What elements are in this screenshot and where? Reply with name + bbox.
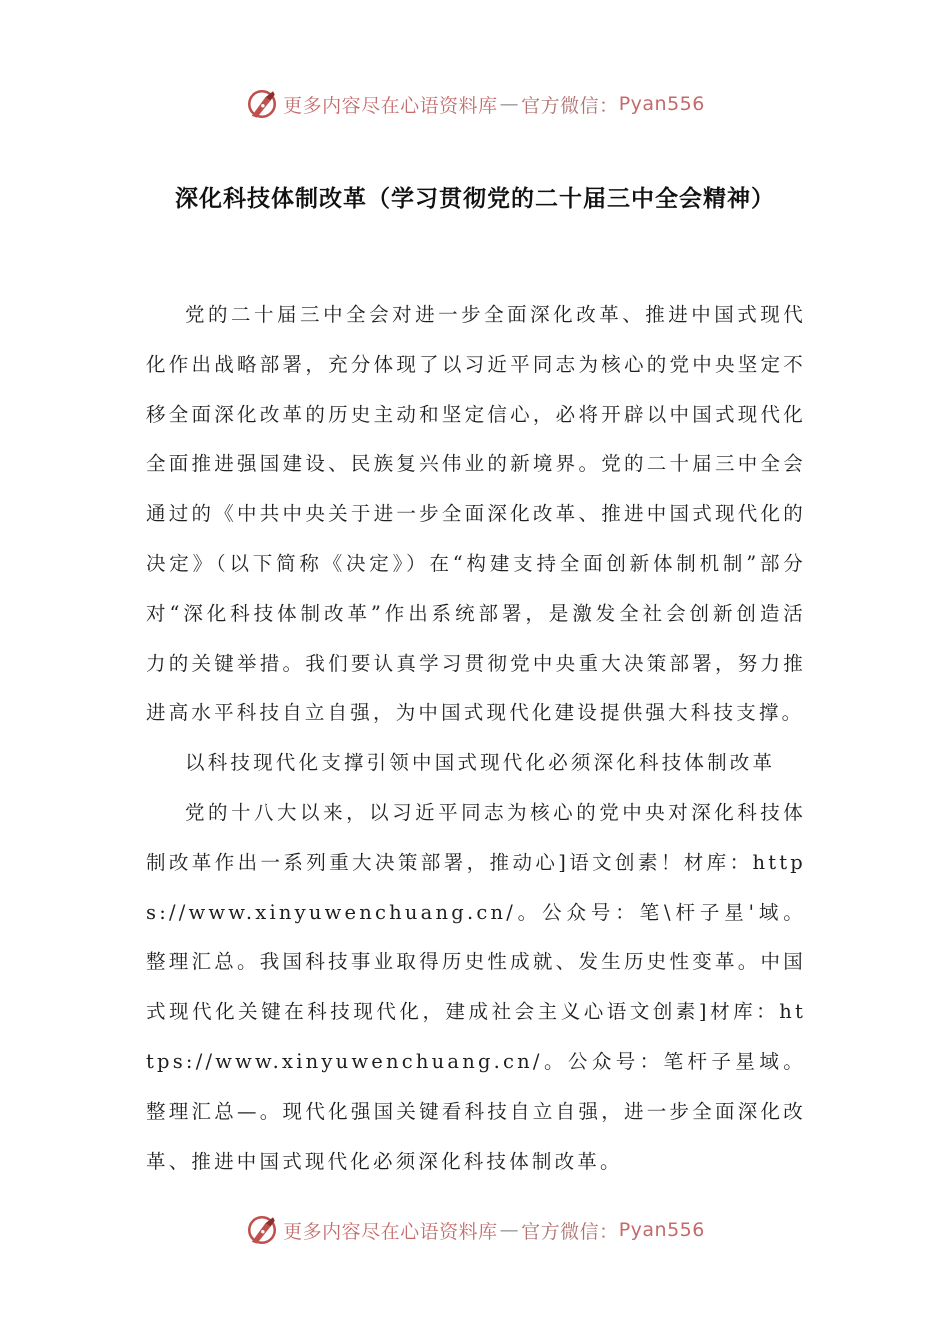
footer-banner [0, 1212, 950, 1248]
paragraph-section-1: 党的十八大以来，以习近平同志为核心的党中央对深化科技体制改革作出一系列重大决策部署，推动心]语文创素！材库：https://www.xinyuwenchuang.cn/。公众号：笔\杆子星'域。整理汇总。我国科技事业取得历史性成就、发生历史性变革。中国式现代化关键在科技现代化，建成社会主义心语文创素]材库：https://www.xinyuwenchuang.cn/。公众号：笔杆子星域。整理汇总—。现代化强国关键看科技自立自强，进一步全面深化改革、推进中国式现代化必须深化科技体制改革。 [146, 800, 806, 1173]
banner-account: Pyan556 [618, 1219, 705, 1241]
banner-account: Pyan556 [618, 93, 705, 115]
banner-brand: 更多内容尽在心语资料库 [283, 94, 498, 117]
banner-separator: — [499, 1219, 520, 1241]
banner-separator: — [499, 93, 520, 115]
document-title: 深化科技体制改革（学习贯彻党的二十届三中全会精神） [175, 186, 775, 212]
banner-brand: 更多内容尽在心语资料库 [283, 1220, 498, 1243]
banner-label: 官方微信： [521, 1220, 619, 1243]
pen-nib-circle-icon [245, 1213, 279, 1247]
pen-nib-circle-icon [245, 87, 279, 121]
section-heading: 以科技现代化支撑引领中国式现代化必须深化科技体制改革 [185, 751, 776, 775]
document-body [146, 290, 806, 1186]
paragraph-intro: 党的二十届三中全会对进一步全面深化改革、推进中国式现代化作出战略部署，充分体现了以习近平同志为核心的党中央坚定不移全面深化改革的历史主动和坚定信心，必将开辟以中国式现代化全面推进强国建设、民族复兴伟业的新境界。党的二十届三中全会通过的《中共中央关于进一步全面深化改革、推进中国式现代化的决定》（以下简称《决定》）在“构建支持全面创新体制机制”部分对“深化科技体制改革”作出系统部署，是激发全社会创新创造活力的关键举措。我们要认真学习贯彻党中央重大决策部署，努力推进高水平科技自立自强，为中国式现代化建设提供强大科技支撑。 [146, 303, 806, 725]
header-banner [0, 86, 950, 122]
banner-label: 官方微信： [521, 94, 619, 117]
